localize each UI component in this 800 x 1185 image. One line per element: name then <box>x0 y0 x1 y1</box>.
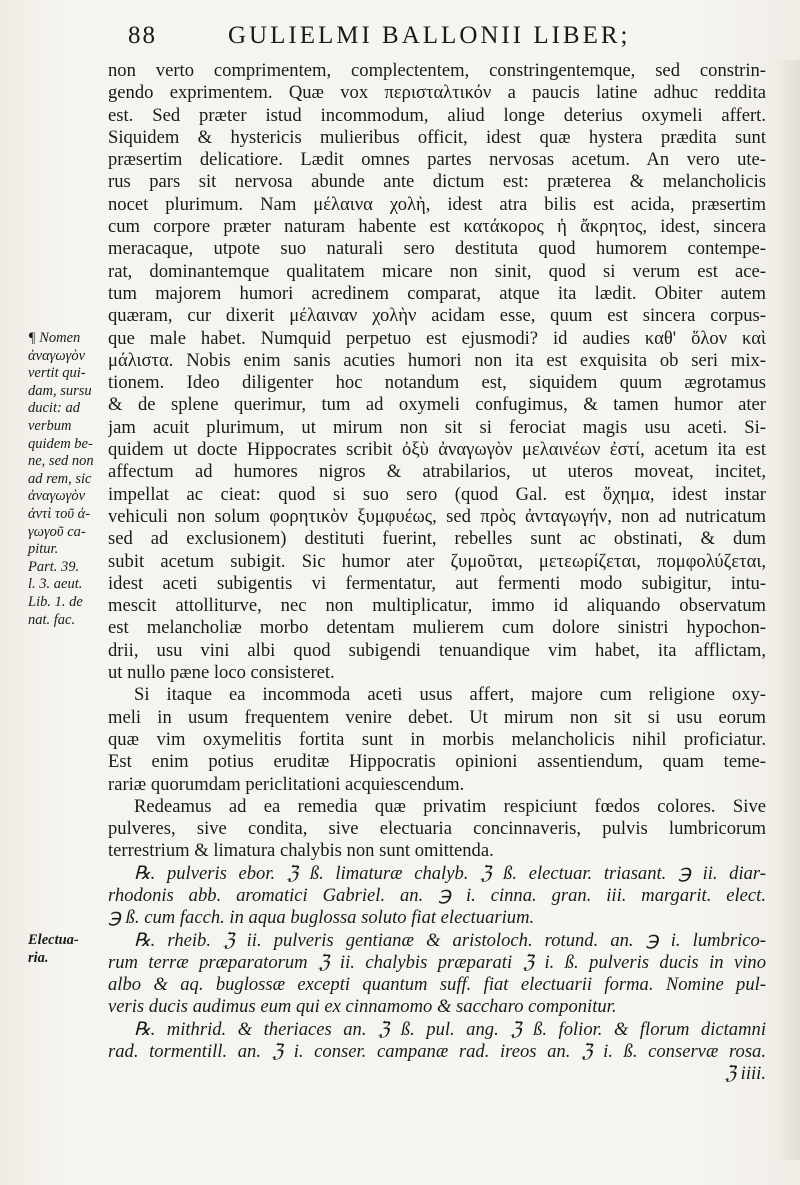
margin-line: vertit qui- <box>28 365 86 382</box>
text-line: non verto comprimentem, complectentem, constringentemque, sed constrin- <box>108 60 766 81</box>
recipe-line: rum terræ præparatorum ℨ ii. chalybis præparati ℨ i. ß. pulveris ducis in vino <box>108 951 766 973</box>
text-line: est. Sed præter istud incommodum, aliud longe deterius oxymeli affert. <box>108 104 766 126</box>
text-line: quidem ut docte Hippocrates scribit ὀξὺ ἀναγωγὸν μελαινέων ἐστί, acetum ita est <box>108 439 766 461</box>
recipe-line: rad. tormentill. an. ℨ i. conser. campanæ rad. ireos an. ℨ i. ß. conservæ rosa. <box>108 1041 766 1063</box>
text-line: vehiculi non solum φορητικὸν ξυμφυέως, sed πρὸς ἀνταγωγήν, non ad nutricatum <box>108 505 766 527</box>
margin-note-electuaria <box>28 932 104 967</box>
text-line: sed ad exclusionem) destituti fuerint, rebelles sunt ac obstinati, & dum <box>108 528 766 550</box>
margin-line: pitur. <box>28 541 59 558</box>
margin-line: dam, sursu <box>28 382 92 399</box>
margin-line: nat. fac. <box>28 611 76 628</box>
margin-line: quidem be- <box>28 435 93 452</box>
text-line: Redeamus ad ea remedia quæ privatim respiciunt fœdos colores. Sive <box>134 795 766 817</box>
recipe-line: ℞. pulveris ebor. ℨ ß. limaturæ chalyb. ℨ ß. electuar. triasant. ℈ ii. diar- <box>134 862 766 884</box>
recipe-line: ℈ ß. cum facch. in aqua buglossa soluto fiat electuarium. <box>108 907 535 929</box>
recipe-line: ℞. mithrid. & theriaces an. ℨ ß. pul. ang. ℨ ß. folior. & florum dictamni <box>134 1018 766 1040</box>
margin-line: ad rem, sic <box>28 470 92 487</box>
text-line: tum majorem humori acredinem comparat, atque ita lædit. Obiter autem <box>108 282 766 304</box>
margin-line: Part. 39. <box>28 558 80 575</box>
text-line: Est enim potius eruditæ Hippocratis opinioni assentiendum, quam teme- <box>108 751 766 773</box>
text-line: meracaque, utpote suo naturali sero destituta quod humorem contempe- <box>108 238 766 260</box>
text-line: meli in usum frequentem venire debet. Ut mirum non sit si usu eorum <box>108 706 766 728</box>
text-line: jam acuit plurimum, ut mirum non sit si ferociat magis usu aceti. Si- <box>108 416 766 438</box>
text-line: mescit attolliturve, nec non multiplicatur, immo id aliquando observatum <box>108 595 766 617</box>
recipe-line: rhodonis abb. aromatici Gabriel. an. ℈ i. cinna. gran. iii. margarit. elect. <box>108 884 766 906</box>
catchword: ℨ iiii. <box>724 1063 766 1085</box>
text-line: nocet plurimum. Nam μέλαινα χολὴ, idest atra bilis est acida, præsertim <box>108 193 766 215</box>
recipe-line: albo & aq. buglossæ excepti quantum suff. fiat electuarii forma. Nomine pul- <box>108 974 766 996</box>
margin-line: ria. <box>28 949 49 966</box>
margin-line: ne, sed non <box>28 453 94 470</box>
recipe-line: ℞. rheib. ℨ ii. pulveris gentianæ & aristoloch. rotund. an. ℈ i. lumbrico- <box>134 929 766 951</box>
margin-line: l. 3. aeut. <box>28 576 83 593</box>
margin-line: ἀναγωγὸν <box>28 488 86 505</box>
text-line: terrestrium & limatura chalybis non sunt omittenda. <box>108 840 494 862</box>
text-line: rus pars sit nervosa abunde ante dictum est: præterea & melancholicis <box>108 171 766 193</box>
margin-line: γωγοῦ ca- <box>28 523 86 540</box>
text-line: rat, dominantemque qualitatem micare non sinit, quod si verum est ace- <box>108 260 766 282</box>
margin-line: verbum <box>28 417 72 434</box>
margin-line: ducit: ad <box>28 400 80 417</box>
page-edge-shadow <box>774 60 800 1160</box>
text-line: impellat ac cieat: quod si suo sero (quod Gal. est ὄχημα, idest instar <box>108 483 766 505</box>
text-line: & de splene querimur, tum ad oxymeli confugimus, & tamen humor ater <box>108 394 766 416</box>
text-line: affectum ad humores nigros & atrabilarios, ut uteros moveat, incitet, <box>108 461 766 483</box>
text-line: præsertim delicatiore. Lædit omnes partes nervosas acetum. An vero ute- <box>108 149 766 171</box>
margin-line: ἀντὶ τοῦ ἀ- <box>28 505 91 522</box>
recipe-line: veris ducis audimus eum qui ex cinnamomo & saccharo componitur. <box>108 996 617 1018</box>
text-line: rariæ quorumdam periclitationi acquiescendum. <box>108 773 465 795</box>
margin-line: ἀναγωγὸν <box>28 347 86 364</box>
margin-line: Lib. 1. de <box>28 593 83 610</box>
margin-note-greek <box>28 330 104 629</box>
text-line: drii, usu vini albi quod subigendi tenuandique vim habet, ita afflictam, <box>108 639 766 661</box>
text-line: Si itaque ea incommoda aceti usus affert, majore cum religione oxy- <box>134 684 766 706</box>
text-line: cum corpore præter naturam habente est κατάκορος ἡ ἄκρητος, idest, sincera <box>108 216 766 238</box>
text-line: idest aceti subigentis vi fermentatur, aut fermenti modo subigitur, intu- <box>108 572 766 594</box>
text-line: μάλιστα. Nobis enim sanis acuties humori non ita est exquisita ob seri mix- <box>108 349 766 371</box>
text-line: gendo exprimentem. Quæ vox περισταλτικόν a paucis latine adhuc reddita <box>108 82 766 104</box>
text-line: tionem. Ideo diligenter hoc notandum est, siquidem quum ægrotamus <box>108 372 766 394</box>
page-number: 88 <box>128 22 157 49</box>
text-line: Siquidem & hystericis mulieribus officit, idest quæ hystera prædita sunt <box>108 126 766 148</box>
text-line: ut nullo pæne loco consisteret. <box>108 662 335 684</box>
text-line: quæram, cur dixerit μέλαιναν χολὴν acidam esse, quum est sincera corpus- <box>108 305 766 327</box>
body-text <box>108 60 766 1086</box>
margin-line: Electua- <box>28 932 79 948</box>
text-line: subit acetum subigit. Sic humor ater ζυμοῦται, μετεωρίζεται, πομφολύζεται, <box>108 550 766 572</box>
text-line: est melancholiæ morbo detentam mulierem cum dolore sinistri hypochon- <box>108 617 766 639</box>
text-line: quæ vim oxymelitis fortita sunt in morbis melancholicis nihil proficiatur. <box>108 728 766 750</box>
margin-line: ¶ Nomen <box>28 330 81 346</box>
text-line: que male habet. Numquid perpetuo est ejusmodi? id audies καθ' ὅλον καὶ <box>108 327 766 349</box>
running-head: GULIELMI BALLONII LIBER; <box>228 22 631 49</box>
page-header <box>128 22 760 52</box>
text-line: pulveres, sive condita, sive electuaria concinnaveris, pulvis lumbricorum <box>108 818 766 840</box>
